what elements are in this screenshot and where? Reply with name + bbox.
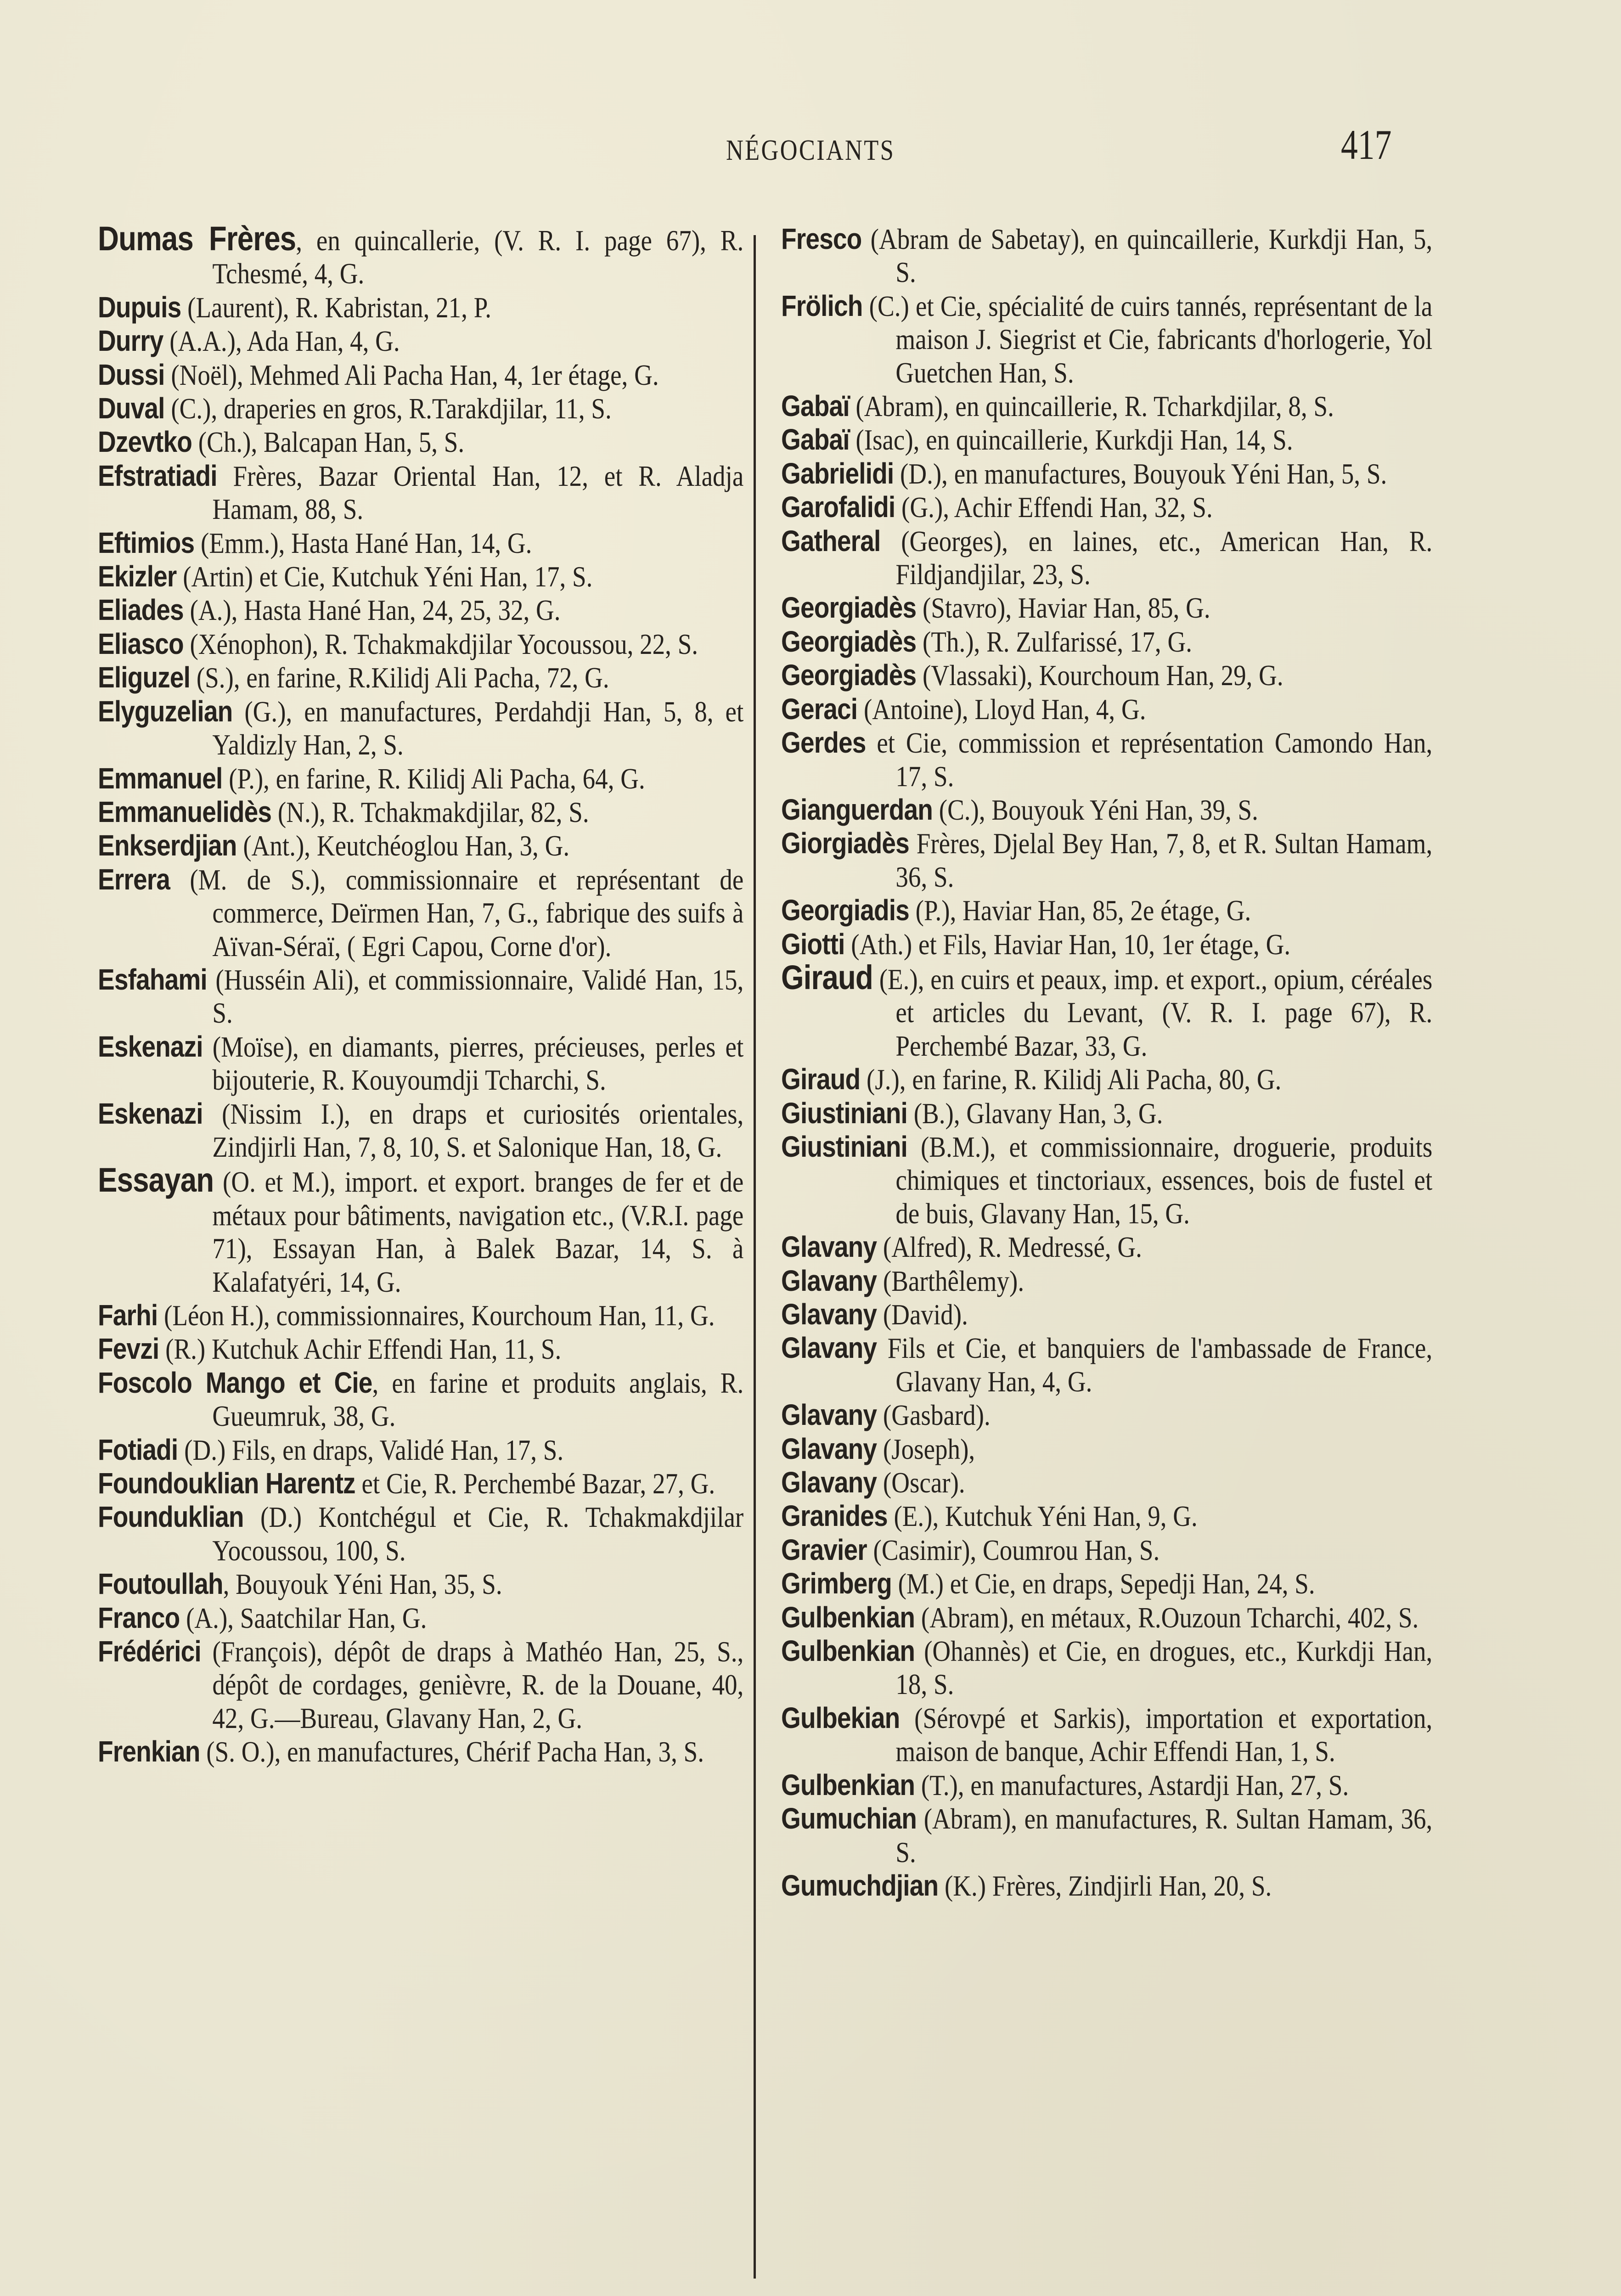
directory-entry (98, 324, 743, 358)
directory-entry (781, 894, 1432, 927)
merchant-name: Gianguerdan (781, 793, 933, 826)
directory-entry (781, 793, 1432, 827)
merchant-name: Essayan (98, 1161, 214, 1199)
directory-entry (98, 425, 743, 459)
merchant-details: (Isac), en quincaillerie, Kurkdji Han, 14, S. (849, 423, 1293, 456)
directory-entry (98, 1433, 743, 1467)
merchant-details: (Georges), en laines, etc., American Han, R. Fildjandjilar, 23, S. (880, 524, 1433, 591)
merchant-details: (D.) Fils, en draps, Validé Han, 17, S. (178, 1433, 564, 1466)
merchant-details: (J.), en farine, R. Kilidj Ali Pacha, 80, G. (860, 1063, 1282, 1096)
merchant-details: (P.), Haviar Han, 85, 2e étage, G. (909, 894, 1251, 927)
merchant-details: (Abram), en quincaillerie, R. Tcharkdjilar, 8, S. (849, 390, 1334, 423)
directory-entry (98, 762, 743, 795)
merchant-name: Eliguzel (98, 661, 191, 694)
directory-entry (781, 1466, 1432, 1499)
merchant-name: Georgiadès (781, 625, 917, 658)
merchant-name: Gulbenkian (781, 1600, 915, 1634)
merchant-name: Emmanuelidès (98, 795, 272, 828)
directory-entry (98, 627, 743, 661)
merchant-name: Enkserdjian (98, 829, 237, 862)
directory-entry (98, 593, 743, 627)
directory-entry (98, 358, 743, 392)
merchant-name: Gatheral (781, 524, 881, 557)
merchant-name: Frölich (781, 289, 863, 322)
merchant-details: (Noël), Mehmed Ali Pacha Han, 4, 1er étage, G. (164, 358, 659, 391)
directory-entry (98, 863, 743, 963)
merchant-details: (Moïse), en diamants, pierres, précieuses, perles et bijouterie, R. Kouyoumdji Tcharchi, S. (203, 1030, 744, 1097)
directory-entry (781, 1701, 1432, 1768)
merchant-details: , Bouyouk Yéni Han, 35, S. (223, 1568, 502, 1601)
merchant-name: Gabaï (781, 389, 850, 423)
merchant-details: et Cie, commission et représentation Camondo Han, 17, S. (866, 726, 1433, 793)
merchant-details: (Emm.), Hasta Hané Han, 14, G. (194, 526, 532, 559)
merchant-details: (Ant.), Keutchéoglou Han, 3, G. (236, 829, 570, 862)
merchant-details: (C.) et Cie, spécialité de cuirs tannés, représentant de la maison J. Siegrist et Cie, fabricants d'horlogerie, Yol Guetchen Han, S. (862, 289, 1433, 389)
merchant-name: Gulbekian (781, 1701, 900, 1734)
directory-entry (781, 692, 1432, 726)
directory-entry (98, 695, 743, 762)
merchant-name: Farhi (98, 1299, 158, 1332)
directory-entry (98, 963, 743, 1030)
merchant-name: Franco (98, 1601, 180, 1634)
merchant-name: Gulbenkian (781, 1768, 915, 1801)
directory-entry (98, 459, 743, 526)
page-title: NÉGOCIANTS (726, 134, 895, 166)
directory-entry (781, 1298, 1432, 1331)
directory-entry (781, 1802, 1432, 1869)
merchant-name: Eliades (98, 593, 184, 627)
merchant-name: Glavany (781, 1398, 877, 1432)
directory-entry (98, 1097, 743, 1164)
merchant-details: (D.), en manufactures, Bouyouk Yéni Han, 5, S. (894, 457, 1387, 490)
merchant-details: (Stavro), Haviar Han, 85, G. (916, 591, 1210, 625)
directory-entry (781, 1601, 1432, 1634)
merchant-details: (Abram), en métaux, R.Ouzoun Tcharchi, 402, S. (915, 1601, 1419, 1634)
merchant-name: Glavany (781, 1264, 877, 1297)
merchant-name: Gumuchian (781, 1802, 917, 1835)
merchant-details: (Ohannès) et Cie, en drogues, etc., Kurkdji Han, 18, S. (895, 1635, 1433, 1701)
merchant-name: Elyguzelian (98, 694, 233, 728)
merchant-name: Glavany (781, 1298, 877, 1331)
merchant-details: (Ch.), Balcapan Han, 5, S. (192, 426, 465, 459)
directory-entry (781, 928, 1432, 961)
merchant-details: (Oscar). (877, 1466, 965, 1499)
directory-entry (781, 591, 1432, 625)
directory-entry (781, 827, 1432, 894)
merchant-details: (N.), R. Tchakmakdjilar, 82, S. (271, 795, 589, 828)
merchant-details: (A.A.), Ada Han, 4, G. (163, 325, 400, 358)
directory-entry (781, 1869, 1432, 1902)
merchant-details: (K.) Frères, Zindjirli Han, 20, S. (938, 1869, 1272, 1902)
merchant-name: Glavany (781, 1432, 877, 1465)
merchant-name: Georgiadès (781, 658, 917, 692)
merchant-details: (S. O.), en manufactures, Chérif Pacha Han, 3, S. (200, 1735, 704, 1768)
merchant-details: (Abram de Sabetay), en quincaillerie, Kurkdji Han, 5, S. (861, 223, 1433, 289)
merchant-name: Foundouklian Harentz (98, 1467, 355, 1500)
directory-entry (98, 291, 743, 324)
directory-entry (98, 1030, 743, 1097)
merchant-name: Eskenazi (98, 1097, 203, 1130)
directory-entry (781, 222, 1432, 289)
directory-entry (781, 658, 1432, 692)
merchant-details: (A.), Saatchilar Han, G. (180, 1601, 427, 1634)
merchant-name: Giraud (781, 958, 873, 996)
merchant-name: Giorgiadès (781, 827, 909, 860)
directory-entry (781, 1567, 1432, 1600)
merchant-name: Efstratiadi (98, 459, 217, 492)
merchant-name: Duval (98, 392, 165, 425)
merchant-name: Glavany (781, 1466, 877, 1499)
directory-entry (98, 526, 743, 560)
directory-entry (781, 1398, 1432, 1432)
merchant-name: Founduklian (98, 1500, 244, 1534)
directory-entry (781, 726, 1432, 793)
merchant-name: Eftimios (98, 526, 195, 559)
merchant-details: (R.) Kutchuk Achir Effendi Han, 11, S. (159, 1333, 562, 1366)
merchant-name: Gabaï (781, 423, 850, 456)
directory-entry (98, 1635, 743, 1735)
merchant-name: Grimberg (781, 1567, 892, 1600)
merchant-name: Frenkian (98, 1735, 200, 1768)
directory-entry (98, 1332, 743, 1366)
merchant-details: (A.), Hasta Hané Han, 24, 25, 32, G. (183, 594, 561, 627)
merchant-details: (G.), Achir Effendi Han, 32, S. (895, 491, 1213, 524)
directory-entry (781, 1130, 1432, 1230)
merchant-details: (Casimir), Coumrou Han, S. (867, 1533, 1160, 1566)
merchant-details: (Husséin Ali), et commissionnaire, Validé Han, 15, S. (207, 963, 744, 1030)
merchant-details: (David). (877, 1298, 968, 1331)
merchant-name: Gabrielidi (781, 456, 894, 490)
merchant-name: Giustiniani (781, 1096, 907, 1130)
merchant-details: Frères, Djelal Bey Han, 7, 8, et R. Sultan Hamam, 36, S. (895, 827, 1433, 893)
merchant-name: Gerdes (781, 726, 866, 760)
merchant-details: (Abram), en manufactures, R. Sultan Hamam, 36, S. (895, 1802, 1433, 1868)
merchant-name: Gumuchdjian (781, 1868, 939, 1902)
merchant-details: (S.), en farine, R.Kilidj Ali Pacha, 72, G. (190, 661, 609, 694)
directory-entry (781, 524, 1432, 591)
page-number: 417 (1341, 121, 1392, 168)
merchant-name: Giraud (781, 1063, 861, 1096)
merchant-details: (D.) Kontchégul et Cie, R. Tchakmakdjilar Yocoussou, 100, S. (212, 1501, 744, 1567)
directory-entry (98, 1161, 744, 1299)
directory-entry (98, 795, 743, 829)
right-column (781, 222, 1432, 1902)
merchant-name: Fresco (781, 222, 862, 255)
merchant-name: Granides (781, 1499, 888, 1533)
merchant-details: (O. et M.), import. et export. branges de fer et de métaux pour bâtiments, navigation etc., (V.R.I. page 71), Essayan Han, à Balek Bazar, 14, S. à Kalafatyéri, 14, G. (212, 1165, 744, 1298)
directory-entry (98, 1567, 743, 1601)
directory-entry (781, 457, 1432, 490)
directory-entry (781, 625, 1432, 658)
directory-entry (781, 423, 1432, 456)
right-column-entries (781, 222, 1432, 1902)
merchant-details: (Ath.) et Fils, Haviar Han, 10, 1er étage, G. (844, 928, 1291, 961)
merchant-details: (Vlassaki), Kourchoum Han, 29, G. (916, 659, 1283, 692)
directory-entry (98, 1467, 743, 1500)
merchant-details: (Joseph), (877, 1432, 975, 1465)
merchant-details: (Alfred), R. Medressé, G. (877, 1231, 1142, 1264)
left-column (98, 219, 744, 1769)
merchant-name: Durry (98, 324, 163, 358)
merchant-details: (T.), en manufactures, Astardji Han, 27, S. (915, 1768, 1349, 1801)
merchant-details: Fils et Cie, et banquiers de l'ambassade de France, Glavany Han, 4, G. (877, 1332, 1433, 1398)
directory-entry (781, 1264, 1432, 1298)
directory-entry (781, 389, 1432, 423)
merchant-details: (G.), en manufactures, Perdahdji Han, 5, 8, et Yaldizly Han, 2, S. (212, 695, 744, 761)
merchant-name: Foutoullah (98, 1567, 223, 1601)
merchant-details: (Nissim I.), en draps et curiosités orientales, Zindjirli Han, 7, 8, 10, S. et Salonique Han, 18, G. (203, 1097, 744, 1163)
merchant-name: Fotiadi (98, 1433, 178, 1466)
directory-entry (781, 289, 1432, 389)
merchant-details: Frères, Bazar Oriental Han, 12, et R. Aladja Hamam, 88, S. (212, 459, 744, 526)
merchant-details: (M.) et Cie, en draps, Sepedji Han, 24, S. (891, 1567, 1315, 1600)
merchant-details: , en farine et produits anglais, R. Gueumruk, 38, G. (212, 1366, 744, 1433)
directory-entry (781, 1432, 1432, 1466)
merchant-name: Dzevtko (98, 425, 192, 459)
merchant-details: (B.M.), et commissionnaire, droguerie, produits chimiques et tinctoriaux, essences, bois de fustel et de buis, Glavany Han, 15, G. (895, 1130, 1433, 1230)
directory-entry (98, 1299, 743, 1332)
merchant-name: Garofalidi (781, 490, 895, 524)
merchant-details: (François), dépôt de draps à Mathéo Han, 25, S., dépôt de cordages, genièvre, R. de la Douane, 40, 42, G.—Bureau, Glavany Han, 2, G. (201, 1635, 744, 1734)
directory-entry (781, 1533, 1432, 1567)
directory-entry (98, 661, 743, 694)
merchant-name: Geraci (781, 692, 858, 726)
directory-entry (781, 1634, 1432, 1701)
directory-entry (781, 1097, 1432, 1130)
merchant-details: (Antoine), Lloyd Han, 4, G. (857, 692, 1146, 726)
merchant-name: Glavany (781, 1230, 877, 1264)
directory-entry (781, 1063, 1432, 1096)
merchant-name: Emmanuel (98, 761, 223, 795)
directory-entry (781, 1230, 1432, 1264)
merchant-name: Foscolo Mango et Cie (98, 1366, 372, 1399)
merchant-name: Glavany (781, 1331, 877, 1365)
merchant-name: Georgiadès (781, 591, 917, 625)
merchant-name: Dussi (98, 358, 165, 391)
merchant-details: et Cie, R. Perchembé Bazar, 27, G. (355, 1467, 715, 1500)
left-column-entries (98, 219, 744, 1769)
directory-entry (98, 560, 743, 593)
merchant-details: (Sérovpé et Sarkis), importation et exportation, maison de banque, Achir Effendi Han, 1, S. (895, 1701, 1433, 1768)
merchant-details: , en quincallerie, (V. R. I. page 67), R. Tchesmé, 4, G. (212, 224, 744, 290)
merchant-details: (B.), Glavany Han, 3, G. (907, 1097, 1163, 1130)
merchant-name: Frédérici (98, 1635, 201, 1668)
column-divider (754, 235, 756, 2279)
merchant-name: Eliasco (98, 627, 184, 660)
merchant-name: Eskenazi (98, 1030, 203, 1063)
merchant-details: (Xénophon), R. Tchakmakdjilar Yocoussou, 22, S. (183, 627, 698, 660)
merchant-name: Esfahami (98, 962, 207, 996)
directory-entry (781, 1331, 1432, 1398)
directory-entry (98, 1500, 743, 1567)
merchant-details: (E.), Kutchuk Yéni Han, 9, G. (887, 1500, 1198, 1533)
directory-entry (781, 490, 1432, 524)
merchant-details: (Léon H.), commissionnaires, Kourchoum Han, 11, G. (158, 1299, 715, 1332)
directory-entry (98, 392, 743, 425)
merchant-name: Giotti (781, 927, 845, 961)
merchant-details: (C.), draperies en gros, R.Tarakdjilar, 11, S. (164, 392, 612, 425)
directory-entry (98, 1366, 743, 1433)
directory-entry (98, 829, 743, 862)
merchant-details: (Artin) et Cie, Kutchuk Yéni Han, 17, S. (176, 560, 593, 593)
directory-entry (781, 958, 1433, 1063)
merchant-details: (M. de S.), commissionnaire et représentant de commerce, Deïrmen Han, 7, G., fabrique des suifs à Aïvan-Séraï, ( Egri Capou, Corne d'or). (170, 863, 744, 962)
merchant-name: Errera (98, 862, 170, 896)
merchant-name: Georgiadis (781, 894, 909, 927)
directory-entry (781, 1768, 1432, 1802)
directory-entry (98, 219, 744, 291)
merchant-name: Fevzi (98, 1332, 159, 1366)
merchant-name: Ekizler (98, 560, 177, 593)
merchant-details: (Laurent), R. Kabristan, 21, P. (181, 291, 491, 324)
merchant-details: (E.), en cuirs et peaux, imp. et export., opium, céréales et articles du Levant, (V. R. I. page 67), R. Perchembé Bazar, 33, G. (872, 962, 1433, 1062)
directory-entry (781, 1499, 1432, 1533)
merchant-name: Dumas Frères (98, 219, 296, 258)
merchant-name: Gravier (781, 1533, 867, 1566)
directory-entry (98, 1735, 743, 1768)
merchant-details: (Th.), R. Zulfarissé, 17, G. (916, 625, 1192, 658)
merchant-details: (Barthêlemy). (877, 1264, 1024, 1297)
merchant-name: Dupuis (98, 290, 181, 324)
merchant-name: Giustiniani (781, 1130, 907, 1163)
merchant-details: (P.), en farine, R. Kilidj Ali Pacha, 64, G. (222, 762, 645, 795)
directory-entry (98, 1601, 743, 1635)
merchant-name: Gulbenkian (781, 1634, 915, 1668)
merchant-details: (C.), Bouyouk Yéni Han, 39, S. (932, 793, 1258, 826)
merchant-details: (Gasbard). (877, 1399, 991, 1432)
